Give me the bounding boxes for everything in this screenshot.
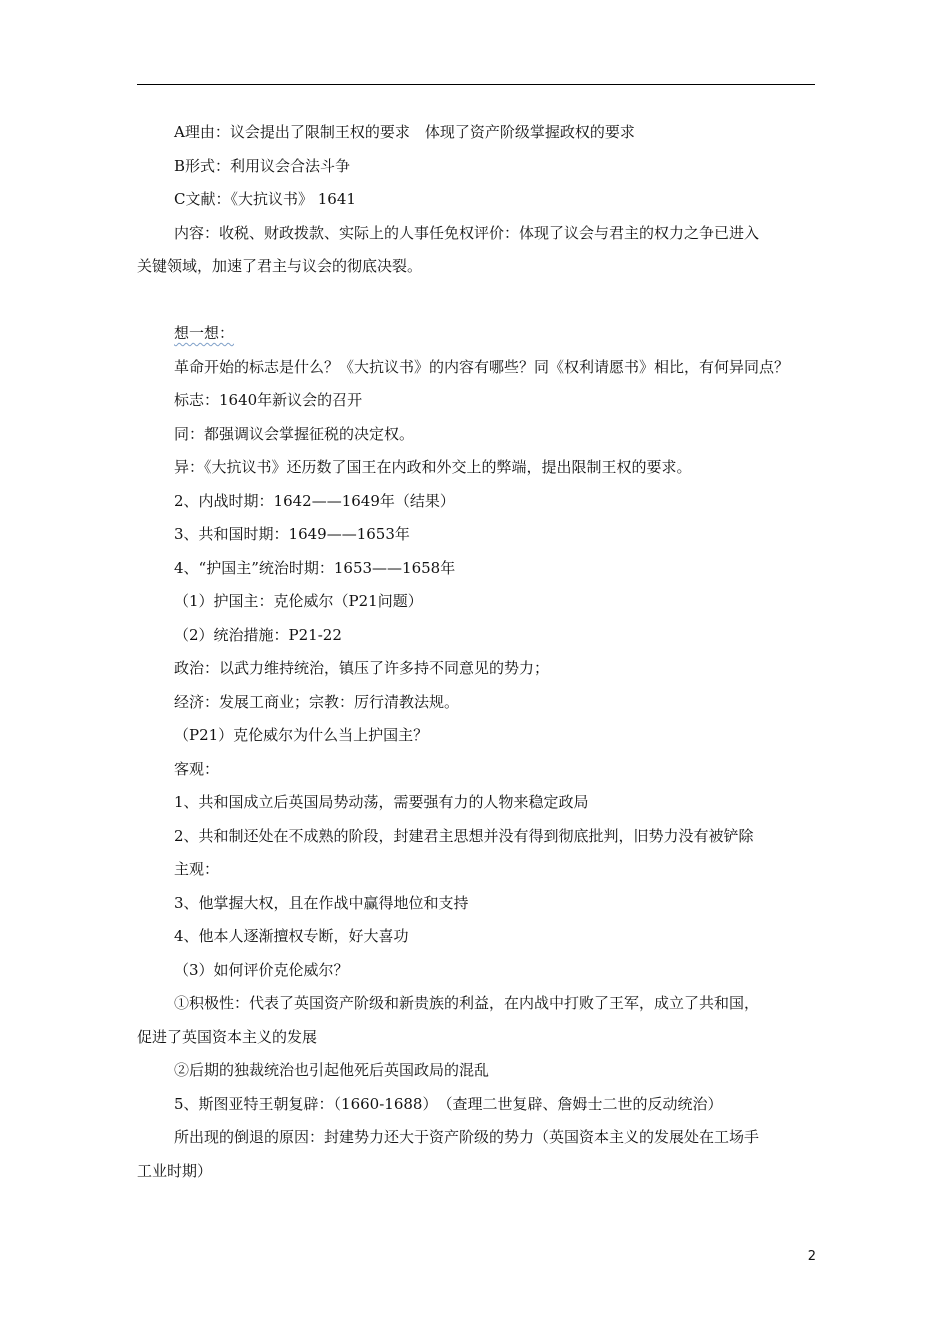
text-line-subjective: 主观： [174,860,220,878]
document-body [137,122,817,1194]
text-line-difference: 异：《大抗议书》还历数了国王在内政和外交上的弊端，提出限制王权的要求。 [174,458,692,476]
text-line-measures: （2）统治措施：P21-22 [174,625,342,644]
text-line-objective: 客观： [174,759,220,778]
text-line-protectorate: 4、“护国主”统治时期：1653——1658年 [174,558,456,577]
text-line-question: 革命开始的标志是什么？《大抗议书》的内容有哪些？同《权利请愿书》相比，有何异同点？ [174,357,790,376]
text-line-regression-cause-continued: 工业时期） [137,1161,213,1180]
text-line-think-heading [137,323,817,343]
text-line-form: B形式：利用议会合法斗争 [174,156,351,175]
text-line-evaluate: （3）如何评价克伦威尔？ [174,960,349,979]
paragraph-gap [137,290,817,310]
think-heading: 想一想： [174,324,235,342]
text-line-reason: A理由：议会提出了限制王权的要求 体现了资产阶级掌握政权的要求 [174,123,635,141]
text-line-economy: 经济：发展工商业；宗教：厉行清教法规。 [174,692,460,711]
text-line-why-protector: （P21）克伦威尔为什么当上护国主？ [174,726,429,744]
text-line-sign: 标志：1640年新议会的召开 [174,391,363,409]
text-line-positive-continued: 促进了英国资本主义的发展 [137,1027,318,1046]
text-line-restoration: 5、斯图亚特王朝复辟：（1660-1688） （查理二世复辟、詹姆士二世的反动统治） [174,1094,723,1113]
text-line-politics: 政治：以武力维持统治，镇压了许多持不同意见的势力； [174,659,550,677]
text-line-subjective-3: 3、他掌握大权，且在作战中赢得地位和支持 [174,893,469,912]
header-rule [137,84,815,85]
text-line-republic: 3、共和国时期：1649——1653年 [174,525,410,543]
text-line-content-continued: 关键领域，加速了君主与议会的彻底决裂。 [137,257,423,275]
text-line-regression-cause: 所出现的倒退的原因：封建势力还大于资产阶级的势力（英国资本主义的发展处在工场手 [174,1128,760,1146]
text-line-civil-war: 2、内战时期：1642——1649年（结果） [174,491,455,510]
text-line-similarity: 同：都强调议会掌握征税的决定权。 [174,424,415,443]
text-line-document: C文献：《大抗议书》 1641 [174,190,356,208]
text-line-objective-2: 2、共和制还处在不成熟的阶段，封建君主思想并没有得到彻底批判，旧势力没有被铲除 [174,826,754,845]
text-line-content: 内容：收税、财政拨款、实际上的人事任免权评价：体现了议会与君主的权力之争已进入 [174,223,760,242]
text-line-positive: ①积极性：代表了英国资产阶级和新贵族的利益，在内战中打败了王军，成立了共和国， [174,994,760,1012]
text-line-lord-protector: （1）护国主：克伦威尔（P21问题） [174,592,423,610]
text-line-subjective-4: 4、他本人逐渐擅权专断，好大喜功 [174,927,409,945]
text-line-negative: ②后期的独裁统治也引起他死后英国政局的混乱 [174,1061,490,1079]
text-line-objective-1: 1、共和国成立后英国局势动荡，需要强有力的人物来稳定政局 [174,793,589,811]
page-number: 2 [807,1249,816,1264]
